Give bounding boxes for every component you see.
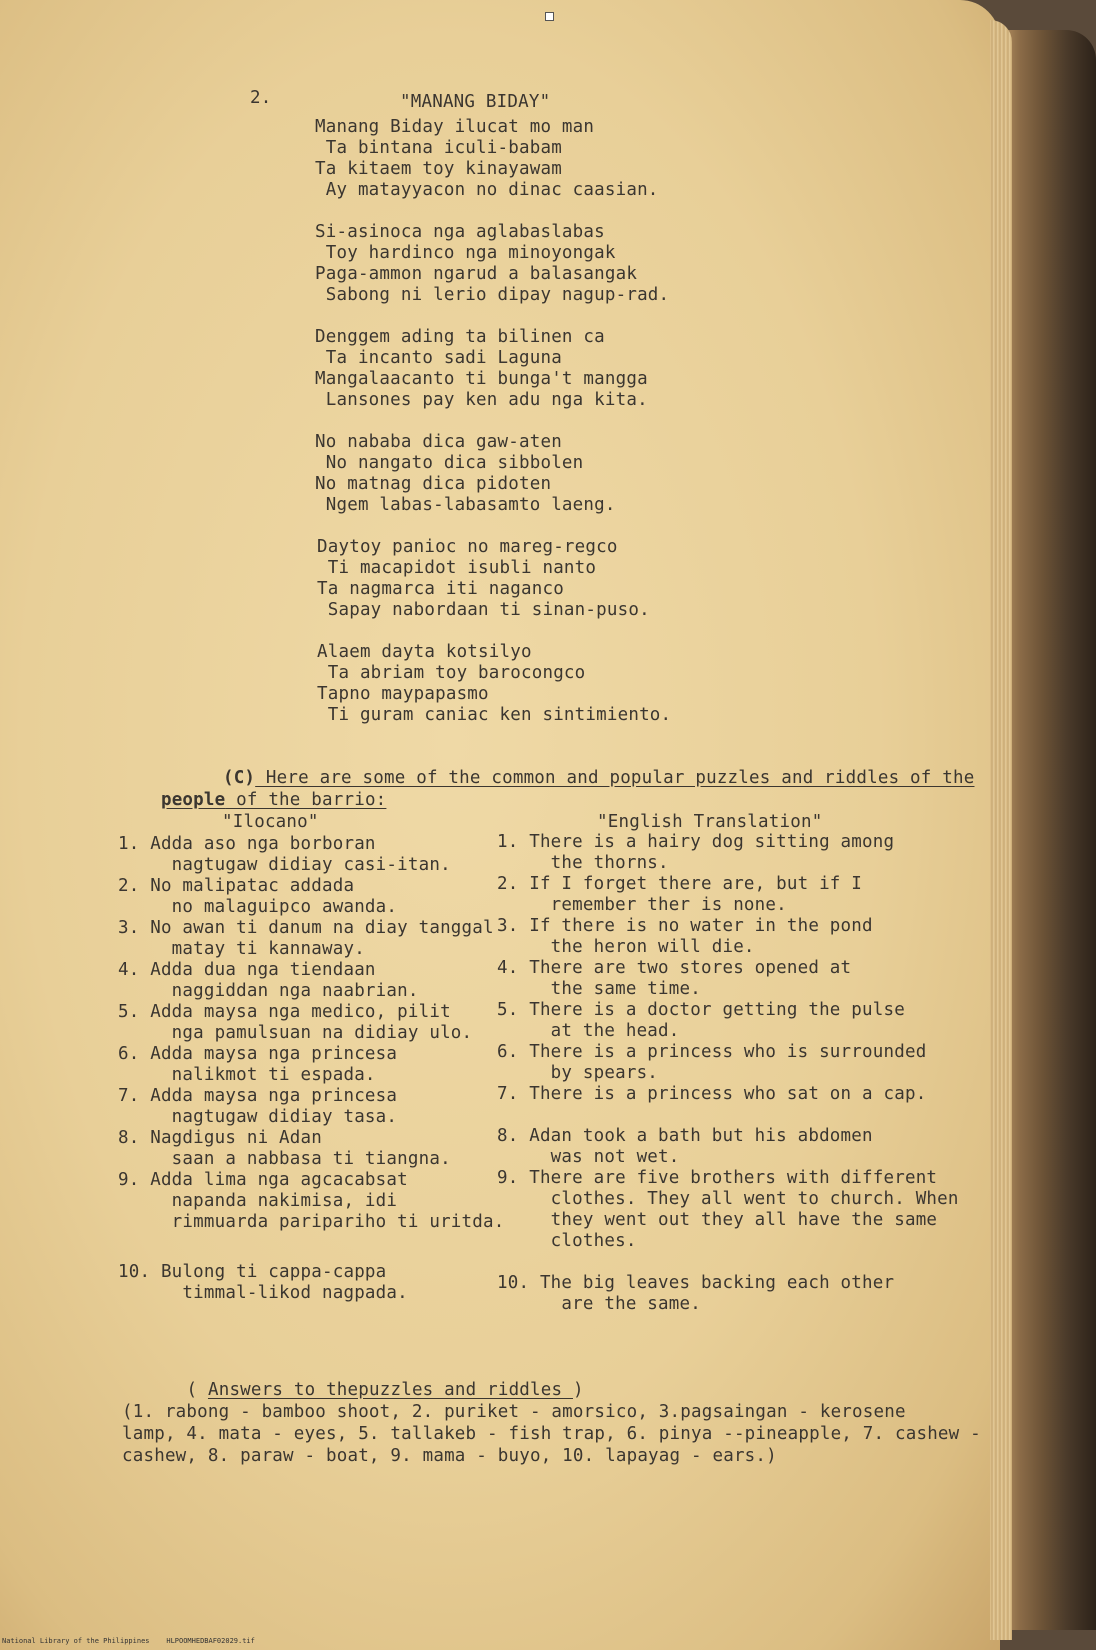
riddle-line: nagtugaw didiay tasa.	[118, 1107, 398, 1127]
poem-line: Lansones pay ken adu nga kita.	[315, 390, 648, 410]
answers-line: cashew, 8. paraw - boat, 9. mama - buyo, 10. lapayag - ears.)	[122, 1446, 777, 1466]
page-edges	[990, 20, 1012, 1640]
riddle-line: 6. Adda maysa nga princesa	[118, 1044, 398, 1064]
riddle-line: at the head.	[497, 1021, 680, 1041]
poem-line: Manang Biday ilucat mo man	[315, 117, 595, 137]
answers-line: lamp, 4. mata - eyes, 5. tallakeb - fish trap, 6. pinya --pineapple, 7. cashew -	[122, 1424, 981, 1444]
riddle-line: matay ti kannaway.	[118, 939, 365, 959]
scan-footer: National Library of the Philippines HLPOOMHEDBAF02029.tif	[2, 1637, 255, 1645]
page-number: 2.	[250, 88, 272, 108]
poem-line: No nangato dica sibbolen	[315, 453, 584, 473]
riddle-line: 1. Adda aso nga borboran	[118, 834, 376, 854]
poem-line: Toy hardinco nga minoyongak	[315, 243, 616, 263]
riddle-line: 5. Adda maysa nga medico, pilit	[118, 1002, 451, 1022]
answers-heading: ( Answers to thepuzzles and riddles )	[186, 1380, 584, 1400]
riddle-line: the same time.	[497, 979, 701, 999]
riddle-line: 7. Adda maysa nga princesa	[118, 1086, 398, 1106]
poem-line: Ta incanto sadi Laguna	[315, 348, 562, 368]
riddle-line: 10. Bulong ti cappa-cappa	[118, 1262, 387, 1282]
riddle-line: 8. Nagdigus ni Adan	[118, 1128, 322, 1148]
riddle-line: 4. Adda dua nga tiendaan	[118, 960, 376, 980]
riddle-line: nalikmot ti espada.	[118, 1065, 376, 1085]
riddle-line: 4. There are two stores opened at	[497, 958, 852, 978]
riddle-line: 9. There are five brothers with different	[497, 1168, 938, 1188]
poem-line: Si-asinoca nga aglabaslabas	[315, 222, 605, 242]
riddle-line: nga pamulsuan na didiay ulo.	[118, 1023, 473, 1043]
scan-marker	[545, 12, 554, 21]
riddle-line: 6. There is a princess who is surrounded	[497, 1042, 927, 1062]
poem-line: Ti guram caniac ken sintimiento.	[317, 705, 672, 725]
riddle-line: 2. No malipatac addada	[118, 876, 355, 896]
poem-line: Ti macapidot isubli nanto	[317, 558, 597, 578]
riddle-line: the heron will die.	[497, 937, 755, 957]
poem-line: No nababa dica gaw-aten	[315, 432, 562, 452]
answers-line: (1. rabong - bamboo shoot, 2. puriket - amorsico, 3.pagsaingan - kerosene	[122, 1402, 906, 1422]
riddle-line: remember ther is none.	[497, 895, 787, 915]
poem-line: Denggem ading ta bilinen ca	[315, 327, 605, 347]
riddle-line: 1. There is a hairy dog sitting among	[497, 832, 895, 852]
riddle-line: no malaguipco awanda.	[118, 897, 398, 917]
riddle-line: are the same.	[497, 1294, 701, 1314]
riddle-line: 5. There is a doctor getting the pulse	[497, 1000, 905, 1020]
answers-heading-text: Answers to thepuzzles and riddles	[207, 1380, 573, 1400]
poem-line: Ay matayyacon no dinac caasian.	[315, 180, 659, 200]
poem-line: Ta bintana iculi-babam	[315, 138, 562, 158]
poem-line: Sapay nabordaan ti sinan-puso.	[317, 600, 650, 620]
section-heading-line2: of the barrio:	[225, 790, 387, 810]
poem-line: Ta kitaem toy kinayawam	[315, 159, 562, 179]
poem-line: Daytoy panioc no mareg-regco	[317, 537, 618, 557]
poem-line: Tapno maypapasmo	[317, 684, 489, 704]
riddle-line: 3. No awan ti danum na diay tanggal	[118, 918, 494, 938]
section-marker: (C)	[222, 768, 256, 788]
poem-line: Paga-ammon ngarud a balasangak	[315, 264, 638, 284]
section-heading-people: people	[160, 790, 226, 810]
riddle-line: 7. There is a princess who sat on a cap.	[497, 1084, 927, 1104]
poem-line: Ta nagmarca iti naganco	[317, 579, 564, 599]
riddle-line: they went out they all have the same	[497, 1210, 938, 1230]
poem-line: Ta abriam toy barocongco	[317, 663, 586, 683]
riddle-line: 9. Adda lima nga agcacabsat	[118, 1170, 408, 1190]
riddle-line: 2. If I forget there are, but if I	[497, 874, 863, 894]
riddle-line: 8. Adan took a bath but his abdomen	[497, 1126, 873, 1146]
riddle-line: saan a nabbasa ti tiangna.	[118, 1149, 451, 1169]
riddle-line: nagtugaw didiay casi-itan.	[118, 855, 451, 875]
riddle-line: by spears.	[497, 1063, 659, 1083]
riddle-line: napanda nakimisa, idi	[118, 1191, 398, 1211]
riddle-line: naggiddan nga naabrian.	[118, 981, 419, 1001]
poem-line: No matnag dica pidoten	[315, 474, 552, 494]
poem-line: Sabong ni lerio dipay nagup-rad.	[315, 285, 670, 305]
ilocano-column-header: "Ilocano"	[222, 812, 319, 832]
poem-line: Alaem dayta kotsilyo	[317, 642, 532, 662]
riddle-line: 3. If there is no water in the pond	[497, 916, 873, 936]
riddle-line: the thorns.	[497, 853, 669, 873]
poem-line: Mangalaacanto ti bunga't mangga	[315, 369, 648, 389]
riddle-line: 10. The big leaves backing each other	[497, 1273, 895, 1293]
english-column-header: "English Translation"	[597, 812, 823, 832]
poem-line: Ngem labas-labasamto laeng.	[315, 495, 616, 515]
riddle-line: clothes. They all went to church. When	[497, 1189, 959, 1209]
section-heading-line1: Here are some of the common and popular puzzles and riddles of the	[255, 768, 975, 788]
riddle-line: timmal-likod nagpada.	[118, 1283, 408, 1303]
song-title: "MANANG BIDAY"	[400, 92, 551, 112]
riddle-line: rimmuarda paripariho ti uritda.	[118, 1212, 505, 1232]
riddle-line: clothes.	[497, 1231, 637, 1251]
riddle-line: was not wet.	[497, 1147, 680, 1167]
book-spine	[1000, 30, 1096, 1630]
